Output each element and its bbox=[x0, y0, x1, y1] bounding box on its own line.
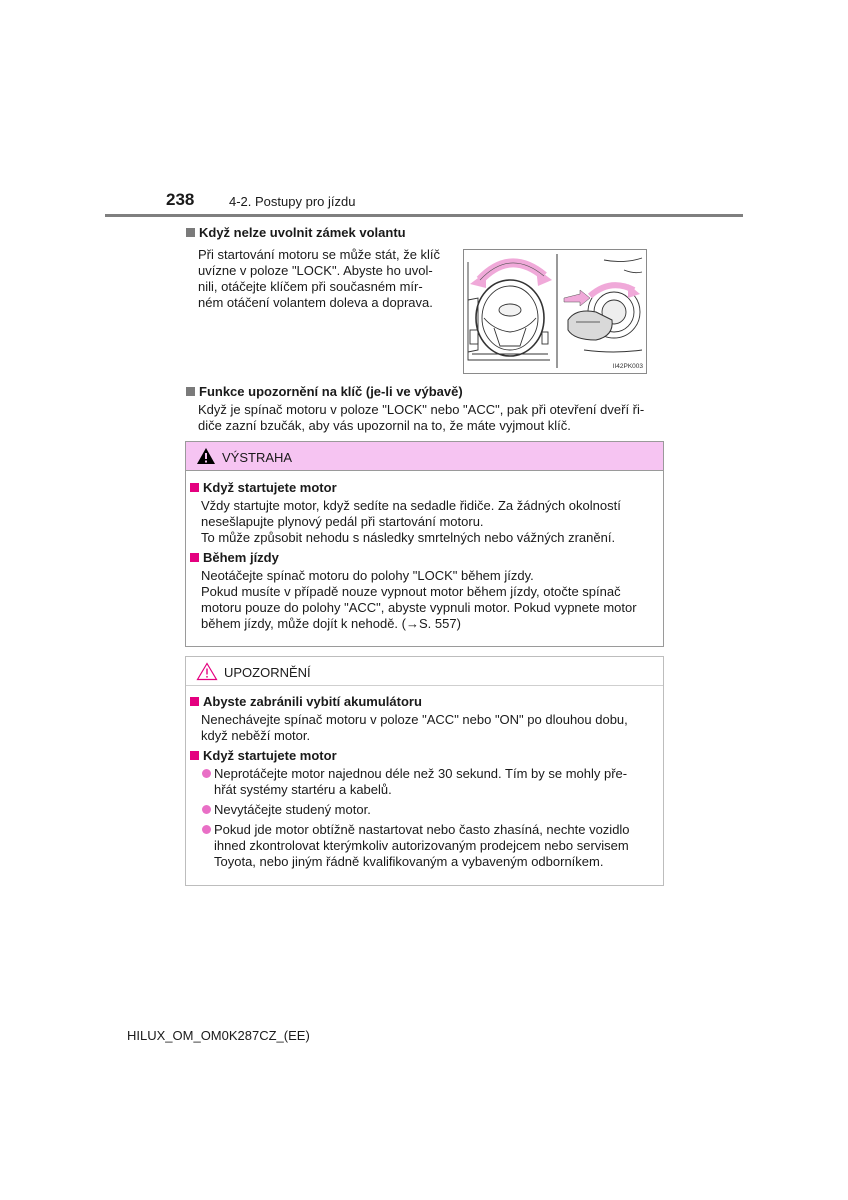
paragraph-line: diče zazní bzučák, aby vás upozornil na to, že máte vyjmout klíč. bbox=[198, 418, 571, 433]
caution-item-text bbox=[201, 712, 654, 744]
paragraph-line: motoru pouze do polohy "ACC", abyste vypnuli motor. Pokud vypnete motor bbox=[201, 600, 637, 615]
paragraph-line: když neběží motor. bbox=[201, 728, 311, 743]
section-reference: 4-2. Postupy pro jízdu bbox=[229, 194, 356, 209]
paragraph-line: Když je spínač motoru v poloze "LOCK" nebo "ACC", pak při otevření dveří ři- bbox=[198, 402, 645, 417]
key-rotation-arrow-icon bbox=[590, 284, 640, 298]
warning-item-heading bbox=[190, 480, 337, 495]
bullet-line: ihned zkontrolovat kterýmkoliv autorizovaným prodejcem nebo servisem bbox=[214, 838, 629, 853]
paragraph-line: uvízne v poloze "LOCK". Abyste ho uvol- bbox=[198, 263, 433, 278]
bullet-line: Neprotáčejte motor najednou déle než 30 sekund. Tím by se mohly pře- bbox=[214, 766, 628, 781]
warning-item-heading bbox=[190, 550, 279, 565]
rotation-arrow-icon bbox=[470, 263, 552, 288]
finger-arrow-icon bbox=[564, 290, 590, 306]
caution-bullet-item bbox=[200, 766, 658, 798]
paragraph-line: nesešlapujte plynový pedál při startování motoru. bbox=[201, 514, 484, 529]
item-heading-text: Když startujete motor bbox=[203, 480, 337, 495]
section-paragraph-steering-lock bbox=[198, 247, 449, 311]
warning-item-text bbox=[201, 498, 654, 546]
section-heading-text: Funkce upozornění na klíč (je-li ve výbavě) bbox=[199, 384, 463, 399]
paragraph-line: Neotáčejte spínač motoru do polohy "LOCK" během jízdy. bbox=[201, 568, 534, 583]
square-bullet-icon bbox=[186, 387, 195, 396]
bullet-text bbox=[200, 802, 658, 818]
illustration-drawing bbox=[464, 250, 646, 373]
header-divider bbox=[105, 214, 743, 217]
warning-item-text bbox=[201, 568, 654, 632]
paragraph-line: Pokud musíte v případě nouze vypnout motor během jízdy, otočte spínač bbox=[201, 584, 621, 599]
circle-bullet-icon bbox=[202, 825, 211, 834]
square-bullet-icon bbox=[190, 483, 199, 492]
paragraph-line: Vždy startujte motor, když sedíte na sedadle řidiče. Za žádných okolností bbox=[201, 498, 621, 513]
figure-code: II42PK003 bbox=[612, 363, 643, 370]
item-heading-text: Během jízdy bbox=[203, 550, 279, 565]
paragraph-line: To může způsobit nehodu s následky smrtelných nebo vážných zranění. bbox=[201, 530, 616, 545]
caution-triangle-icon bbox=[196, 662, 218, 681]
square-bullet-icon bbox=[190, 697, 199, 706]
circle-bullet-icon bbox=[202, 769, 211, 778]
document-code: HILUX_OM_OM0K287CZ_(EE) bbox=[127, 1028, 310, 1043]
caution-item-heading bbox=[190, 694, 422, 709]
caution-bullet-item bbox=[200, 802, 658, 818]
caution-bullet-item bbox=[200, 822, 658, 870]
paragraph-line: ném otáčení volantem doleva a doprava. bbox=[198, 295, 433, 310]
section-heading-text: Když nelze uvolnit zámek volantu bbox=[199, 225, 406, 240]
bullet-line: Toyota, nebo jiným řádně kvalifikovaným a vybaveným odborníkem. bbox=[214, 854, 604, 869]
caution-title: UPOZORNĚNÍ bbox=[224, 664, 311, 680]
bullet-text bbox=[200, 766, 658, 798]
square-bullet-icon bbox=[190, 751, 199, 760]
bullet-line: hřát systémy startéru a kabelů. bbox=[214, 782, 392, 797]
page-number: 238 bbox=[166, 190, 195, 209]
item-heading-text: Abyste zabránili vybití akumulátoru bbox=[203, 694, 422, 709]
caution-header bbox=[186, 657, 663, 686]
section-heading-key-reminder bbox=[186, 384, 463, 399]
section-paragraph-key-reminder bbox=[198, 402, 658, 434]
circle-bullet-icon bbox=[202, 805, 211, 814]
caution-item-heading bbox=[190, 748, 337, 763]
paragraph-line: Při startování motoru se může stát, že klíč bbox=[198, 247, 441, 262]
bullet-line: Nevytáčejte studený motor. bbox=[214, 802, 371, 817]
item-heading-text: Když startujete motor bbox=[203, 748, 337, 763]
paragraph-line: Nenechávejte spínač motoru v poloze "ACC" nebo "ON" po dlouhou dobu, bbox=[201, 712, 628, 727]
paragraph-line: během jízdy, může dojít k nehodě. (→S. 557) bbox=[201, 616, 461, 631]
square-bullet-icon bbox=[186, 228, 195, 237]
paragraph-line: nili, otáčejte klíčem při současném mír- bbox=[198, 279, 423, 294]
square-bullet-icon bbox=[190, 553, 199, 562]
section-heading-steering-lock bbox=[186, 225, 406, 240]
steering-wheel-key-illustration bbox=[463, 249, 647, 374]
bullet-line: Pokud jde motor obtížně nastartovat nebo často zhasíná, nechte vozidlo bbox=[214, 822, 630, 837]
bullet-text bbox=[200, 822, 658, 870]
warning-triangle-icon bbox=[196, 447, 216, 465]
warning-title: VÝSTRAHA bbox=[222, 449, 293, 465]
warning-header bbox=[186, 442, 663, 471]
